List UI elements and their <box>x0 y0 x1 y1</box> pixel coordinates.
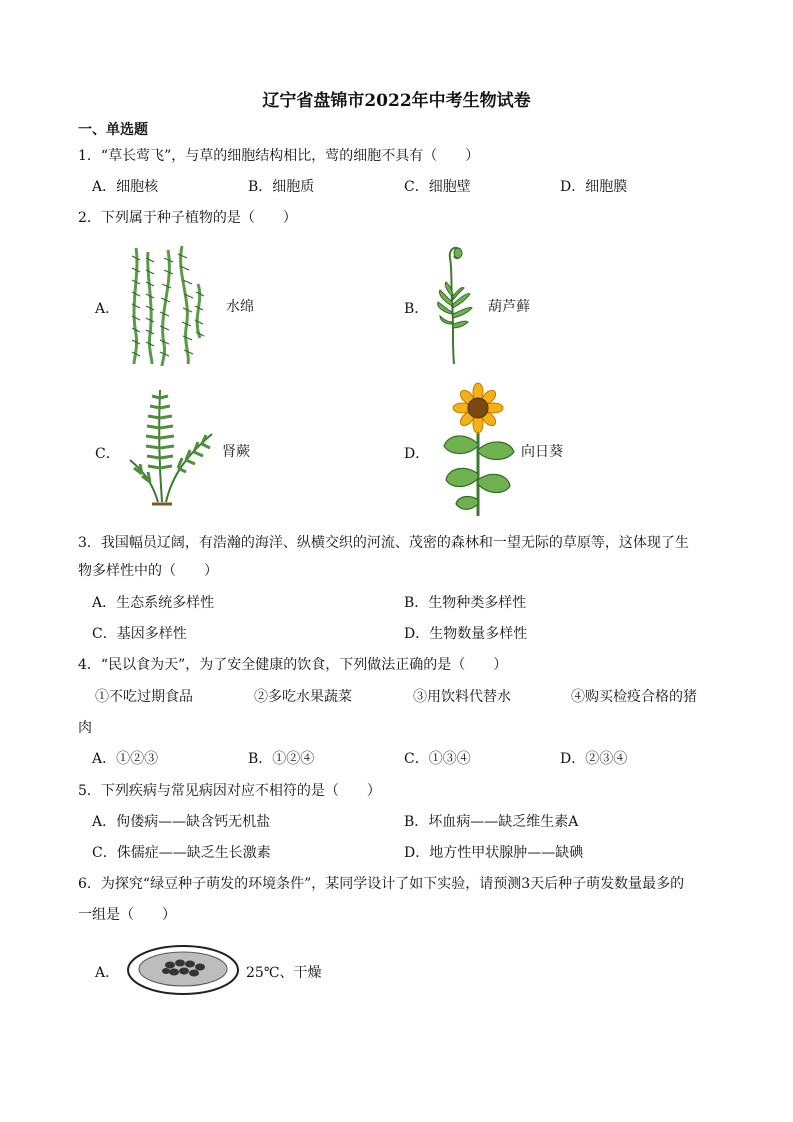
q5-option-c: C．侏儒症——缺乏生长激素 <box>92 845 271 861</box>
q4-option-b: B．①②④ <box>248 751 315 767</box>
q1-option-d: D．细胞膜 <box>560 179 628 195</box>
q2-option-b-letter: B． <box>404 301 429 317</box>
q3-option-a: A．生态系统多样性 <box>92 595 215 611</box>
petri-dish-icon <box>126 944 240 996</box>
q5-option-b: B．坏血病——缺乏维生素A <box>404 814 579 830</box>
q1-option-b: B．细胞质 <box>248 179 315 195</box>
question-4-stem: 4．“民以食为天”，为了安全健康的饮食，下列做法正确的是（ ） <box>78 657 508 673</box>
q6-option-a-letter: A． <box>95 965 120 981</box>
q2-option-d-letter: D． <box>404 446 430 462</box>
q4-item-4: ④购买检疫合格的猪 <box>571 689 697 705</box>
q3-option-b: B．生物种类多样性 <box>404 595 527 611</box>
section-heading: 一、单选题 <box>78 122 148 138</box>
q2-option-d-name: 向日葵 <box>521 444 563 460</box>
q4-option-d: D．②③④ <box>560 751 628 767</box>
q4-option-a: A．①②③ <box>92 751 159 767</box>
sunflower-icon <box>440 384 518 518</box>
spirogyra-icon <box>128 244 212 368</box>
question-3-stem-line-1: 3．我国幅员辽阔，有浩瀚的海洋、纵横交织的河流、茂密的森林和一望无际的草原等，这体现了生 <box>78 535 689 551</box>
q3-option-c: C．基因多样性 <box>92 626 187 642</box>
question-1-stem: 1．“草长莺飞”，与草的细胞结构相比，莺的细胞不具有（ ） <box>78 148 480 164</box>
question-5-stem: 5．下列疾病与常见病因对应不相符的是（ ） <box>78 783 381 799</box>
q1-option-a: A．细胞核 <box>92 179 159 195</box>
question-6-stem-line-1: 6．为探究“绿豆种子萌发的环境条件”，某同学设计了如下实验，请预测3天后种子萌发数量最多的 <box>78 876 685 892</box>
q2-option-c-name: 肾蕨 <box>222 444 250 460</box>
q1-option-c: C．细胞壁 <box>404 179 471 195</box>
q5-option-a: A．佝偻病——缺含钙无机盐 <box>92 814 271 830</box>
q3-option-d: D．生物数量多样性 <box>404 626 528 642</box>
q4-item-2: ②多吃水果蔬菜 <box>254 689 352 705</box>
q2-option-b-name: 葫芦藓 <box>488 299 530 315</box>
q2-option-c-letter: C． <box>95 446 120 462</box>
q4-item-1: ①不吃过期食品 <box>95 689 193 705</box>
page-title: 辽宁省盘锦市2022年中考生物试卷 <box>262 91 531 111</box>
q5-option-d: D．地方性甲状腺肿——缺碘 <box>404 845 584 861</box>
question-6-stem-line-2: 一组是（ ） <box>78 907 176 923</box>
q4-item-4-wrap: 肉 <box>78 720 92 736</box>
question-3-stem-line-2: 物多样性中的（ ） <box>78 563 218 579</box>
moss-icon <box>432 244 476 368</box>
fern-icon <box>122 386 220 510</box>
q2-option-a-name: 水绵 <box>226 299 254 315</box>
question-2-stem: 2．下列属于种子植物的是（ ） <box>78 210 297 226</box>
q4-item-3: ③用饮料代替水 <box>413 689 511 705</box>
q2-option-a-letter: A． <box>95 301 120 317</box>
q4-option-c: C．①③④ <box>404 751 471 767</box>
q6-option-a-condition: 25℃、干燥 <box>246 965 322 981</box>
